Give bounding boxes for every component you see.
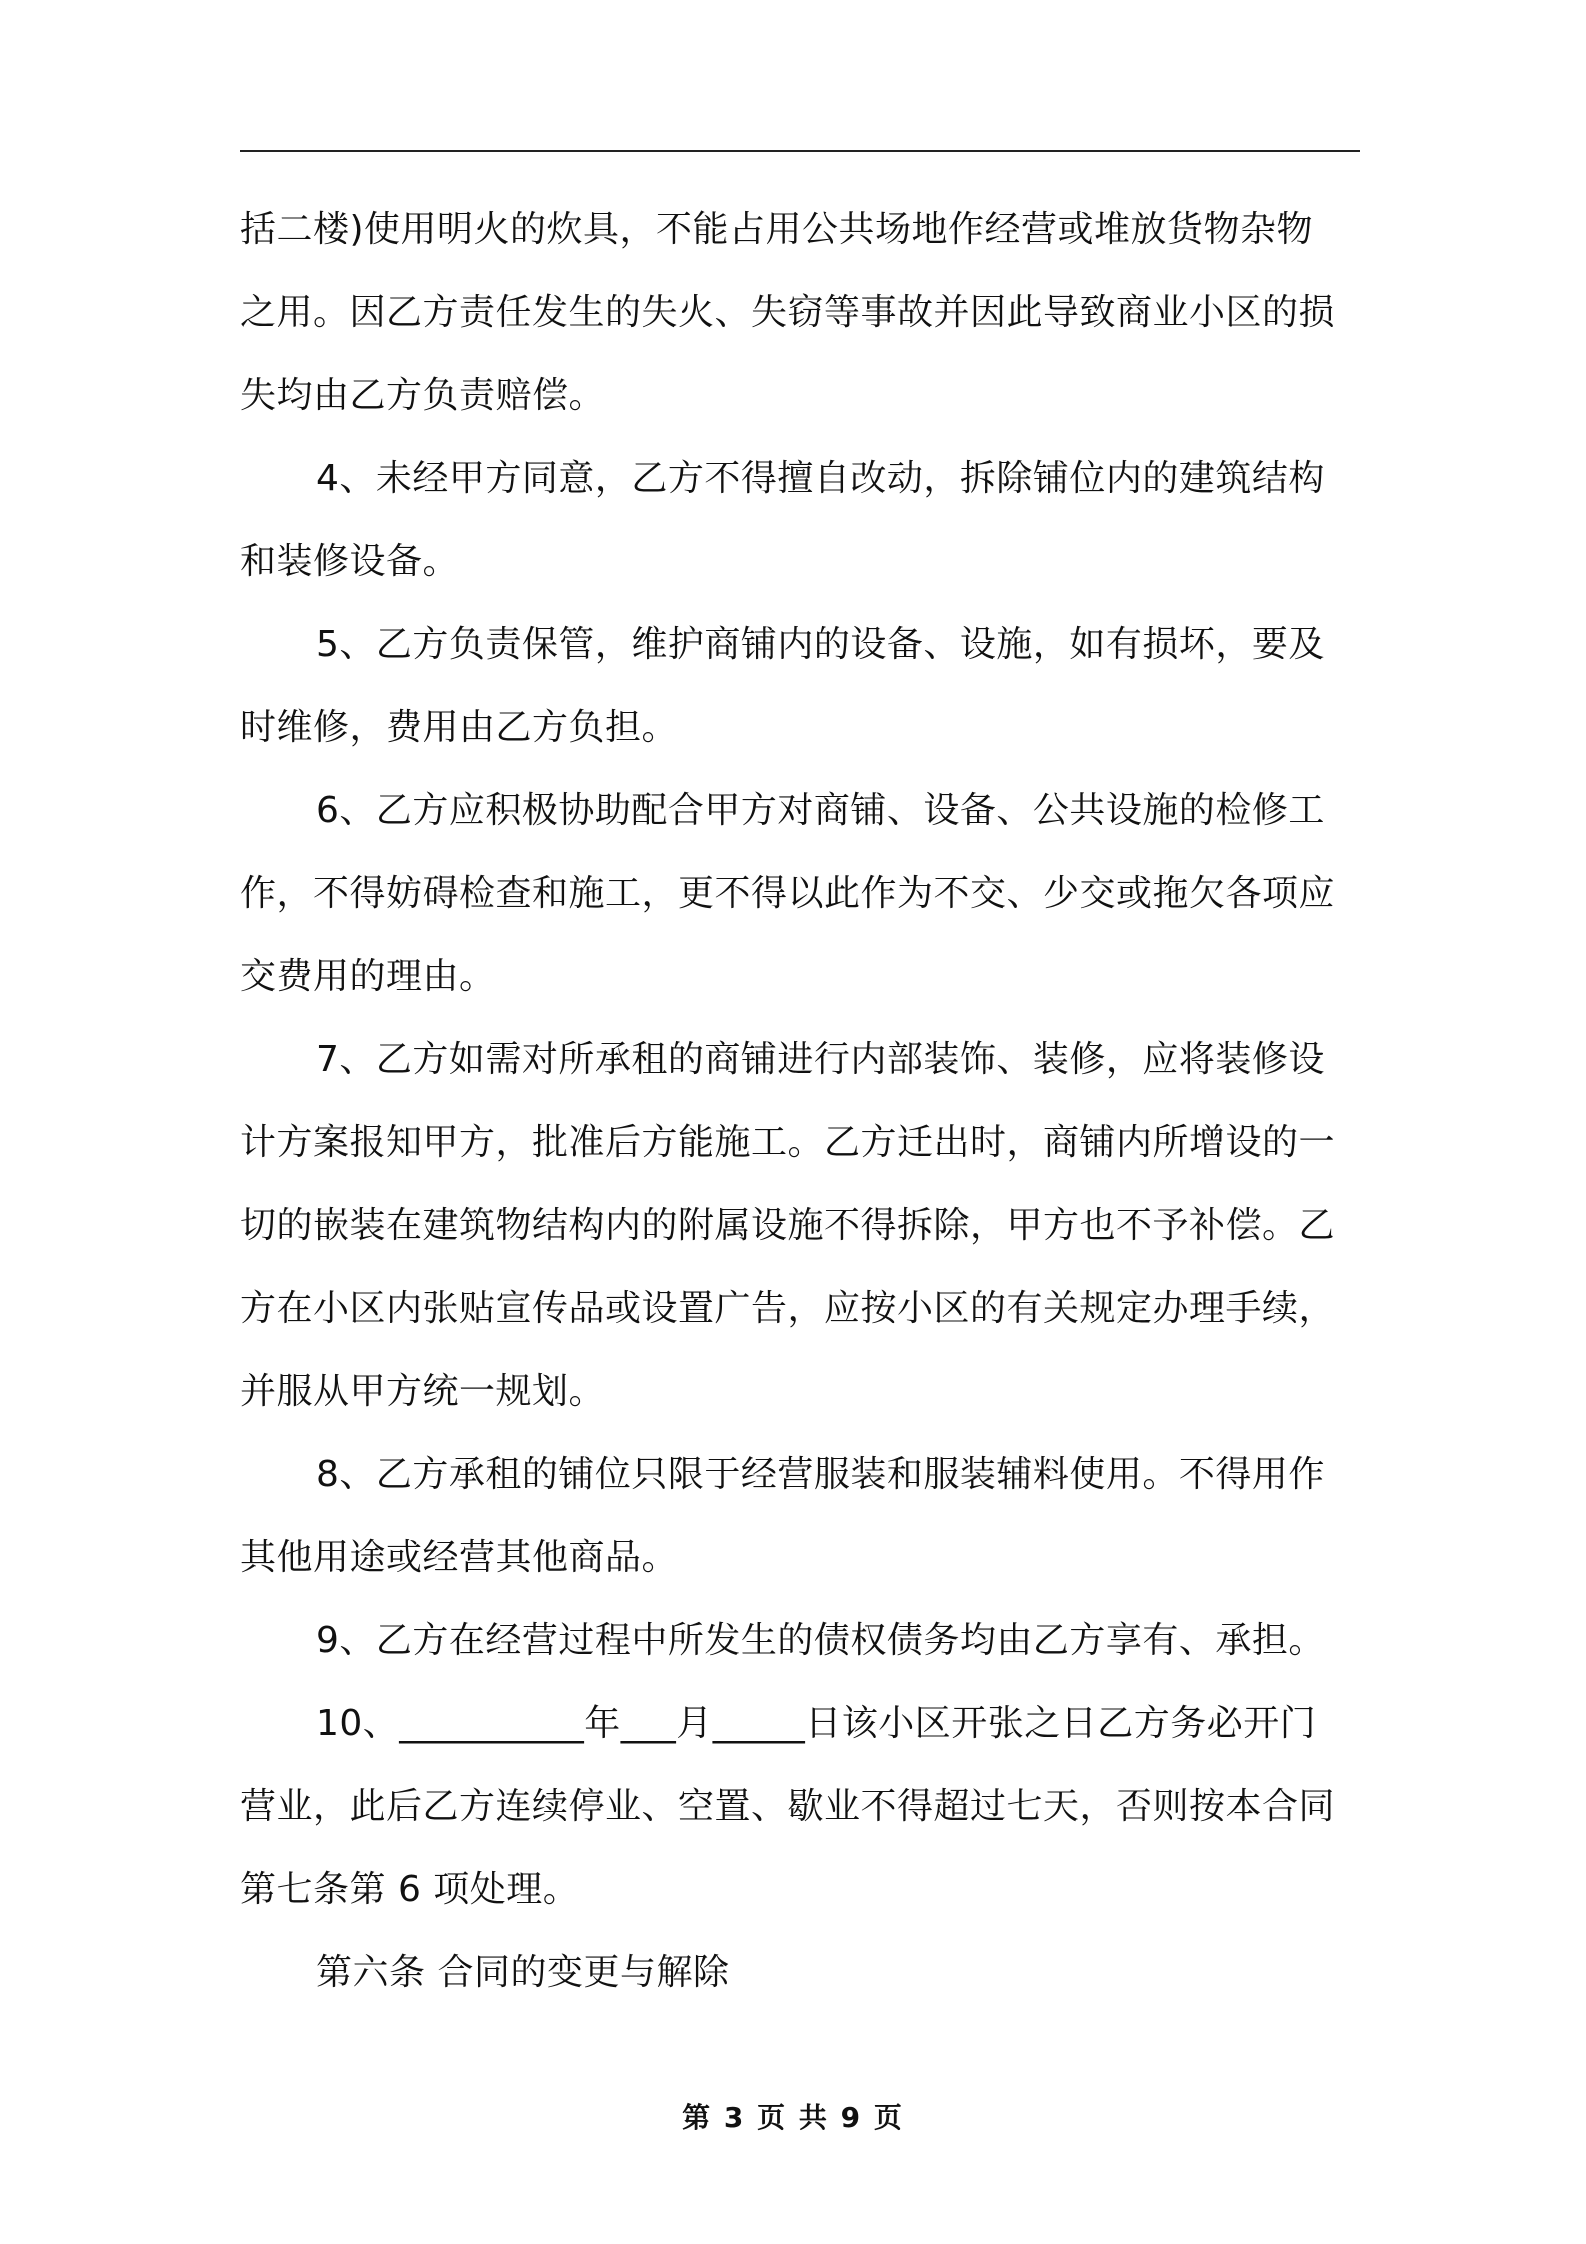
text-line: 方在小区内张贴宣传品或设置广告，应按小区的有关规定办理手续， [240,1288,1336,1329]
text-line: 括二楼)使用明火的炊具，不能占用公共场地作经营或堆放货物杂物 [240,209,1314,250]
text-line: 作，不得妨碍检查和施工，更不得以此作为不交、少交或拖欠各项应 [240,873,1336,914]
clause-5-line: 5、乙方负责保管，维护商铺内的设备、设施，如有损坏，要及 [316,624,1325,665]
text-line: 并服从甲方统一规划。 [240,1371,606,1412]
text-line: 其他用途或经营其他商品。 [240,1537,679,1578]
clause-10-line: 10、__________年___月_____日该小区开张之日乙方务必开门 [316,1703,1317,1744]
text-line: 失均由乙方负责赔偿。 [240,375,606,416]
document-body [240,197,1360,2023]
text-line: 切的嵌装在建筑物结构内的附属设施不得拆除，甲方也不予补偿。乙 [240,1205,1336,1246]
article-6-heading: 第六条 合同的变更与解除 [316,1952,730,1993]
text-line: 计方案报知甲方，批准后方能施工。乙方迁出时，商铺内所增设的一 [240,1122,1336,1163]
page-number-footer: 第 3 页 共 9 页 [682,2101,904,2134]
clause-7-line: 7、乙方如需对所承租的商铺进行内部装饰、装修，应将装修设 [316,1039,1325,1080]
text-line: 交费用的理由。 [240,956,496,997]
text-line: 时维修，费用由乙方负担。 [240,707,679,748]
text-line: 之用。因乙方责任发生的失火、失窃等事故并因此导致商业小区的损 [240,292,1336,333]
clause-8-line: 8、乙方承租的铺位只限于经营服装和服装辅料使用。不得用作 [316,1454,1325,1495]
header-rule [240,150,1360,152]
text-line: 第七条第 6 项处理。 [240,1869,580,1910]
clause-9-line: 9、乙方在经营过程中所发生的债权债务均由乙方享有、承担。 [316,1620,1325,1661]
text-line: 和装修设备。 [240,541,460,582]
clause-6-line: 6、乙方应积极协助配合甲方对商铺、设备、公共设施的检修工 [316,790,1325,831]
clause-4-line: 4、未经甲方同意，乙方不得擅自改动，拆除铺位内的建筑结构 [316,458,1325,499]
text-line: 营业，此后乙方连续停业、空置、歇业不得超过七天，否则按本合同 [240,1786,1336,1827]
